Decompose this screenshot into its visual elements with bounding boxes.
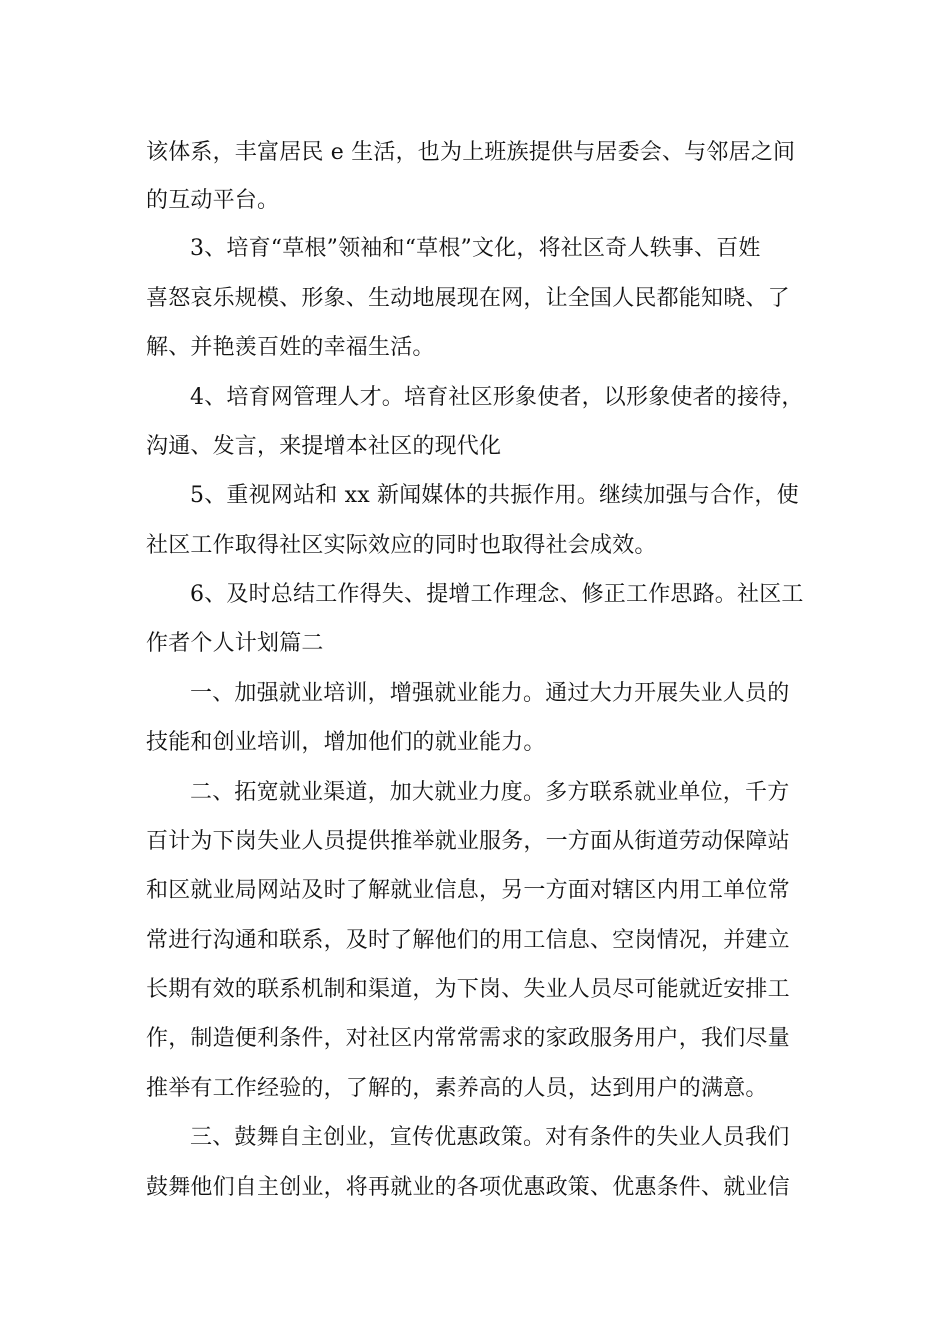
text-line: 二、拓宽就业渠道，加大就业力度。多方联系就业单位，千方 <box>190 780 790 805</box>
text-line: 社区工作取得社区实际效应的同时也取得社会成效。 <box>146 533 657 558</box>
text-line: 解、并艳羡百姓的幸福生活。 <box>146 335 435 360</box>
text-line: 长期有效的联系机制和渠道，为下岗、失业人员尽可能就近安排工 <box>146 977 790 1002</box>
text-line: 推举有工作经验的，了解的，素养高的人员，达到用户的满意。 <box>146 1076 768 1101</box>
text-line: 作，制造便利条件，对社区内常常需求的家政服务用户，我们尽量 <box>146 1026 790 1051</box>
text-line: 百计为下岗失业人员提供推举就业服务，一方面从街道劳动保障站 <box>146 829 790 854</box>
text-line: 沟通、发言，来提增本社区的现代化 <box>146 434 502 459</box>
text-line: 三、鼓舞自主创业，宣传优惠政策。对有条件的失业人员我们 <box>190 1125 790 1150</box>
text-line: 6、及时总结工作得失、提增工作理念、修正工作思路。社区工 <box>190 582 804 607</box>
text-line: 作者个人计划篇二 <box>146 631 324 656</box>
text-line: 的互动平台。 <box>146 188 280 213</box>
text-line: 一、加强就业培训，增强就业能力。通过大力开展失业人员的 <box>190 681 790 706</box>
text-line: 4、培育网管理人才。培育社区形象使者，以形象使者的接待， <box>190 385 804 410</box>
text-line: 技能和创业培训，增加他们的就业能力。 <box>146 730 546 755</box>
text-line: 该体系，丰富居民 e 生活，也为上班族提供与居委会、与邻居之间 <box>146 140 796 165</box>
text-line: 3、培育“草根”领袖和“草根”文化，将社区奇人轶事、百姓 <box>190 236 761 261</box>
text-line: 和区就业局网站及时了解就业信息，另一方面对辖区内用工单位常 <box>146 878 790 903</box>
text-line: 喜怒哀乐规模、形象、生动地展现在网，让全国人民都能知晓、了 <box>146 286 790 311</box>
text-line: 常进行沟通和联系，及时了解他们的用工信息、空岗情况，并建立 <box>146 928 790 953</box>
text-line: 鼓舞他们自主创业，将再就业的各项优惠政策、优惠条件、就业信 <box>146 1175 790 1200</box>
text-line: 5、重视网站和 xx 新闻媒体的共振作用。继续加强与合作，使 <box>190 483 799 508</box>
